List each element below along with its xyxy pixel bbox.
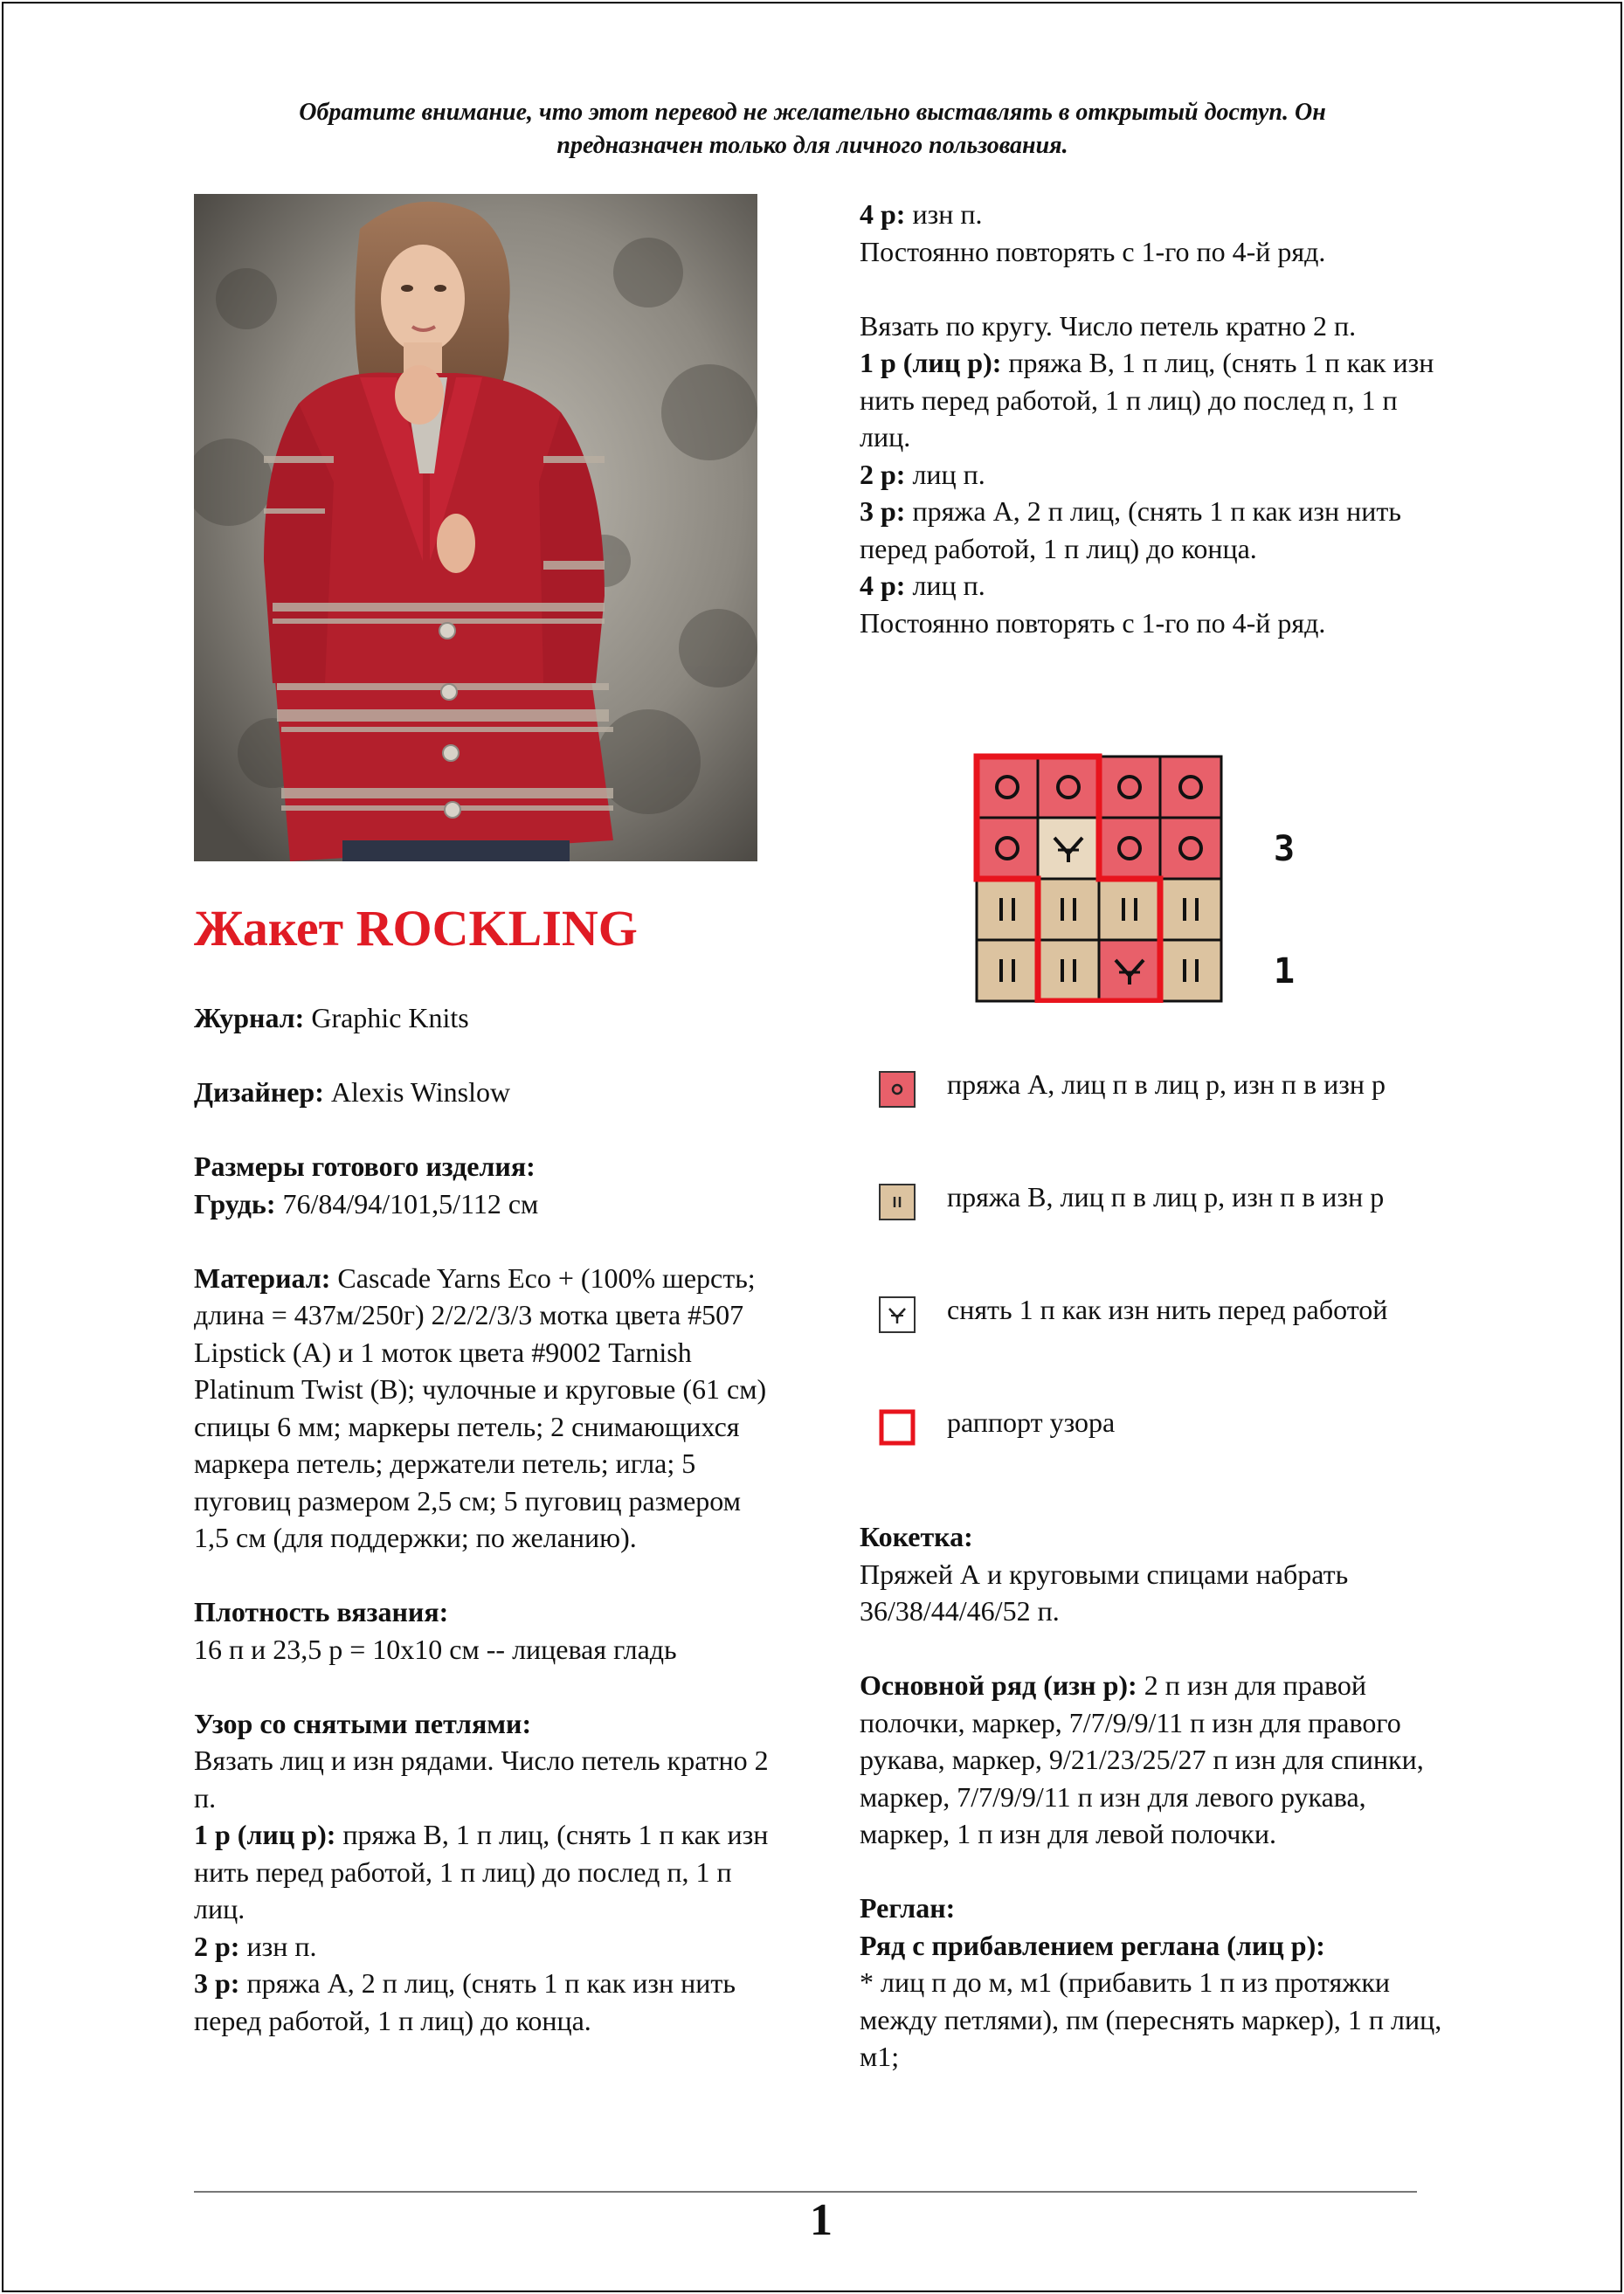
chart-cell-0-2: [1099, 757, 1160, 818]
model-photo-illustration: [194, 194, 757, 861]
legend-text-pattern-repeat: раппорт узора: [947, 1406, 1116, 1438]
knitting-chart-grid: [970, 750, 1319, 1003]
chart-cell-3-3: [1160, 940, 1221, 1001]
chart-cell-2-0: [977, 879, 1038, 940]
yoke-text: Пряжей А и круговыми спицами набрать 36/38/44/46/52 п.: [860, 1558, 1349, 1627]
flat-row-1: 1 р (лиц р): пряжа В, 1 п лиц, (снять 1 п как изн нить перед работой, 1 п лиц) до послед п, 1 п лиц.: [194, 1819, 769, 1924]
chart-cell-2-3: [1160, 879, 1221, 940]
chart-row-label-3: 3: [1274, 829, 1296, 869]
chest-line: [194, 1185, 779, 1223]
chart-cell-3-2: [1099, 940, 1160, 1001]
magazine-line: [194, 999, 779, 1037]
pattern-heading: Узор со снятыми петлями:: [194, 1707, 532, 1739]
yoke-heading: Кокетка:: [860, 1521, 973, 1552]
gauge-value: 16 п и 23,5 р = 10x10 см -- лицевая гладь: [194, 1633, 677, 1665]
chart-legend: [874, 1066, 1468, 1517]
chart-cell-0-0: [977, 757, 1038, 818]
left-column: [194, 898, 779, 2039]
material-value: Cascade Yarns Eco + (100% шерсть; длина = 437м/250г) 2/2/2/3/3 мотка цвета #507 Lipstick (A) и 1 моток цвета #9002 Tarnish Platinum Twist (B); чулочные и круговые (61 см) спицы 6 мм; маркеры петель; 2 снимающихся маркера петель; держатели петель; игла; 5 пуговиц размером 2,5 см; 5 пуговиц размером 1,5 см (для поддержки; по желанию).: [194, 1261, 767, 1553]
privacy-notice: [192, 96, 1433, 162]
pattern-repeat-symbol-icon: [879, 1409, 916, 1446]
knitting-chart: [970, 750, 1319, 1003]
round-row-1: 1 р (лиц р): пряжа В, 1 п лиц, (снять 1 п как изн нить перед работой, 1 п лиц) до послед п, 1 п лиц.: [860, 347, 1434, 453]
chart-cell-1-0: [977, 818, 1038, 879]
flat-repeat-note: Постоянно повторять с 1-го по 4-й ряд.: [860, 235, 1326, 267]
round-row-4: 4 р: лиц п.: [860, 570, 985, 601]
flat-row-2: 2 р: изн п.: [194, 1930, 317, 1962]
flat-row-3: 3 р: пряжа А, 2 п лиц, (снять 1 п как изн нить перед работой, 1 п лиц) до конца.: [194, 1967, 736, 2036]
base-row: Основной ряд (изн р): 2 п изн для правой полочки, маркер, 7/7/9/9/11 п изн для правого рукава, маркер, 9/21/23/25/27 п изн для спинки, маркер, 7/7/9/9/11 п изн для левого рукава, маркер, 1 п изн для левой полочки.: [860, 1669, 1424, 1849]
yarn-a-symbol-icon: [879, 1071, 916, 1108]
legend-text-slip-stitch: снять 1 п как изн нить перед работой: [947, 1294, 1388, 1325]
legend-item-yarn-a: [874, 1066, 1468, 1140]
designer-line: [194, 1074, 779, 1111]
raglan-heading: Реглан:: [860, 1892, 956, 1924]
chart-cell-2-1: [1038, 879, 1099, 940]
chart-row-label-1: 1: [1274, 951, 1296, 992]
chart-cell-1-2: [1099, 818, 1160, 879]
page-number: 1: [810, 2195, 833, 2245]
chart-cell-1-1: [1038, 818, 1099, 879]
material-paragraph: [194, 1260, 779, 1557]
legend-item-yarn-b: [874, 1178, 1468, 1253]
designer-label: Дизайнер:: [194, 1076, 324, 1108]
flat-row-4: 4 р: изн п.: [860, 198, 983, 230]
chart-cell-3-1: [1038, 940, 1099, 1001]
chest-value: 76/84/94/101,5/112 см: [275, 1187, 539, 1220]
chart-cell-0-3: [1160, 757, 1221, 818]
designer-value: Alexis Winslow: [323, 1076, 511, 1108]
page-title: Жакет ROCKLING: [194, 900, 638, 957]
round-repeat-note: Постоянно повторять с 1-го по 4-й ряд.: [860, 606, 1326, 639]
raglan-text: * лиц п до м, м1 (прибавить 1 п из протяжки между петлями), пм (переснять маркер), 1 п лиц, м1;: [860, 1966, 1442, 2072]
material-label: Материал:: [194, 1261, 331, 1294]
model-photo: [194, 194, 757, 861]
magazine-value: Graphic Knits: [304, 1002, 469, 1033]
chart-cell-2-2: [1099, 879, 1160, 940]
pattern-intro: Вязать лиц и изн рядами. Число петель кратно 2 п.: [194, 1745, 769, 1814]
round-row-2: 2 р: лиц п.: [860, 458, 985, 490]
legend-text-yarn-a: пряжа А, лиц п в лиц р, изн п в изн р: [947, 1068, 1386, 1100]
legend-item-slip-stitch: [874, 1291, 1468, 1365]
chest-label: Грудь:: [194, 1187, 276, 1220]
chart-cell-3-0: [977, 940, 1038, 1001]
chart-cell-1-3: [1160, 818, 1221, 879]
legend-item-pattern-repeat: [874, 1404, 1468, 1478]
chart-cell-0-1: [1038, 757, 1099, 818]
right-column-bottom: [860, 1518, 1454, 2076]
privacy-notice-line-1: Обратите внимание, что этот перевод не желательно выставлять в открытый доступ. Он: [299, 99, 1326, 126]
footer-rule: [194, 2191, 1417, 2193]
raglan-row-heading: Ряд с прибавлением реглана (лиц р):: [860, 1929, 1325, 1961]
round-row-3: 3 р: пряжа А, 2 п лиц, (снять 1 п как изн нить перед работой, 1 п лиц) до конца.: [860, 495, 1401, 564]
privacy-notice-line-2: предназначен только для личного пользования.: [556, 132, 1068, 159]
magazine-label: Журнал:: [194, 1002, 305, 1033]
legend-text-yarn-b: пряжа В, лиц п в лиц р, изн п в изн р: [947, 1181, 1385, 1213]
right-column-top: [860, 196, 1454, 641]
slip-stitch-symbol-icon: [879, 1296, 916, 1333]
sizes-heading: Размеры готового изделия:: [194, 1150, 536, 1182]
gauge-heading: Плотность вязания:: [194, 1596, 449, 1627]
round-intro: Вязать по кругу. Число петель кратно 2 п.: [860, 309, 1357, 342]
yarn-b-symbol-icon: [879, 1184, 916, 1220]
